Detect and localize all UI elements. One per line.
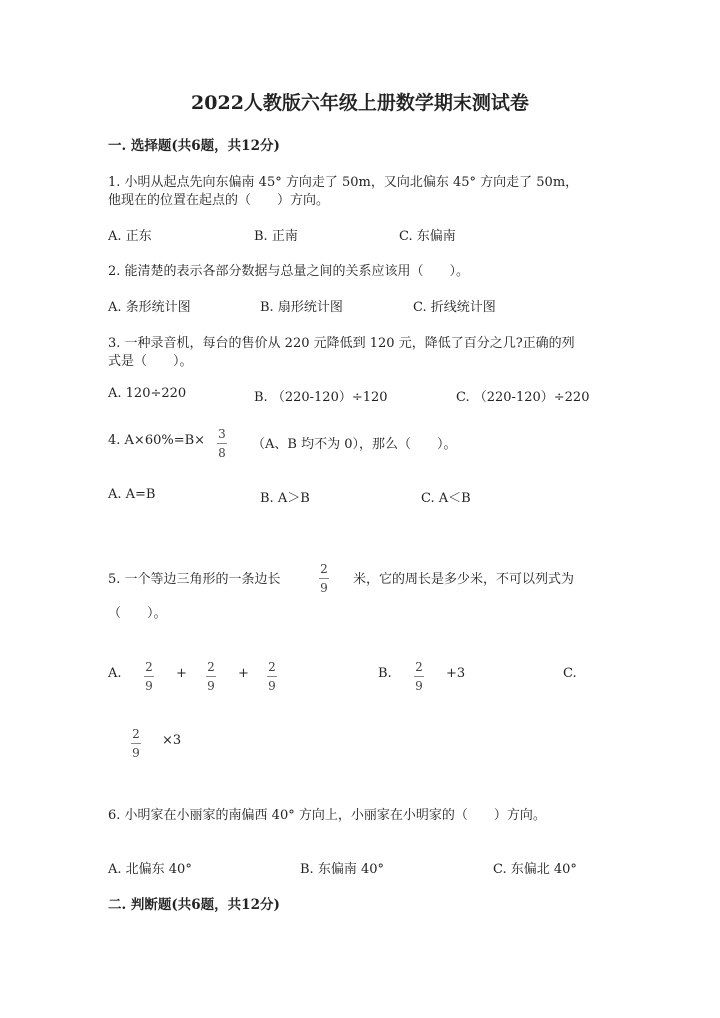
question-4-option-a: A. A=B	[108, 487, 156, 502]
option-b-fraction	[414, 661, 424, 692]
question-1-line-1: 1. 小明从起点先向东偏南 45° 方向走了 50m，又向北偏东 45° 方向走了 50m，	[108, 175, 579, 190]
question-4-suffix: （A、B 均不为 0），那么（ ）。	[252, 437, 457, 452]
fraction-numerator: 2	[132, 727, 140, 741]
fraction-denominator: 9	[415, 679, 423, 693]
fraction-denominator: 9	[268, 679, 276, 693]
question-5-option-b-label: B.	[378, 666, 392, 681]
section-heading-judgement: 二. 判断题(共6题，共12分)	[108, 897, 280, 913]
question-5-option-a-label: A.	[108, 666, 122, 681]
question-2-option-b: B. 扇形统计图	[260, 300, 343, 315]
question-5-fraction	[319, 563, 329, 594]
question-1-line-2: 他现在的位置在起点的（ ）方向。	[108, 193, 330, 208]
question-6-option-b: B. 东偏南 40°	[300, 862, 384, 877]
question-4-option-c: C. A＜B	[421, 491, 471, 506]
question-2-option-c: C. 折线统计图	[413, 300, 496, 315]
question-2-option-a: A. 条形统计图	[108, 300, 191, 315]
fraction-bar	[319, 578, 329, 579]
plus-sign: +	[176, 666, 187, 681]
fraction-numerator: 3	[218, 427, 226, 441]
fraction-numerator: 2	[415, 660, 423, 674]
fraction-denominator: 8	[218, 446, 226, 460]
fraction-numerator: 2	[207, 660, 215, 674]
question-1-option-b: B. 正南	[254, 229, 298, 244]
question-1-option-c: C. 东偏南	[399, 229, 456, 244]
fraction-bar	[414, 676, 424, 677]
fraction-bar	[131, 743, 141, 744]
question-2-line-1: 2. 能清楚的表示各部分数据与总量之间的关系应该用（ ）。	[108, 264, 470, 279]
question-3-option-b: B. （220-120）÷120	[254, 390, 388, 405]
fraction-numerator: 2	[268, 660, 276, 674]
question-3-line-2: 式是（ ）。	[108, 354, 193, 369]
fraction-bar	[267, 676, 277, 677]
question-6-option-a: A. 北偏东 40°	[108, 862, 192, 877]
fraction-bar	[144, 676, 154, 677]
fraction-bar	[206, 676, 216, 677]
question-5-option-c-label: C.	[563, 666, 577, 681]
fraction-denominator: 9	[145, 679, 153, 693]
option-a-fraction-3	[267, 661, 277, 692]
question-1-option-a: A. 正东	[108, 229, 152, 244]
question-3-option-a: A. 120÷220	[108, 386, 187, 401]
question-6-line-1: 6. 小明家在小丽家的南偏西 40° 方向上，小丽家在小明家的（ ）方向。	[108, 808, 546, 823]
fraction-numerator: 2	[320, 562, 328, 576]
plus-sign: +	[238, 666, 249, 681]
question-5-suffix: 米，它的周长是多少米，不可以列式为	[353, 572, 575, 587]
fraction-denominator: 9	[132, 746, 140, 760]
question-4-fraction	[217, 428, 227, 459]
question-5-line-2: （ ）。	[108, 606, 167, 621]
fraction-denominator: 9	[320, 581, 328, 595]
option-b-tail: +3	[446, 666, 466, 681]
option-c-tail: ×3	[162, 733, 182, 748]
page-title: 2022人教版六年级上册数学期末测试卷	[191, 92, 529, 114]
fraction-denominator: 9	[207, 679, 215, 693]
option-c-fraction	[131, 728, 141, 759]
question-3-line-1: 3. 一种录音机，每台的售价从 220 元降低到 120 元，降低了百分之几?正确的列	[108, 336, 575, 351]
option-a-fraction-2	[206, 661, 216, 692]
fraction-numerator: 2	[145, 660, 153, 674]
question-3-option-c: C. （220-120）÷220	[456, 390, 590, 405]
question-5-prefix: 5. 一个等边三角形的一条边长	[108, 572, 281, 587]
fraction-bar	[217, 443, 227, 444]
section-heading-choice: 一. 选择题(共6题，共12分)	[108, 138, 280, 154]
question-6-option-c: C. 东偏北 40°	[493, 862, 577, 877]
question-4-prefix: 4. A×60%=B×	[108, 433, 206, 448]
option-a-fraction-1	[144, 661, 154, 692]
question-4-option-b: B. A＞B	[260, 491, 310, 506]
